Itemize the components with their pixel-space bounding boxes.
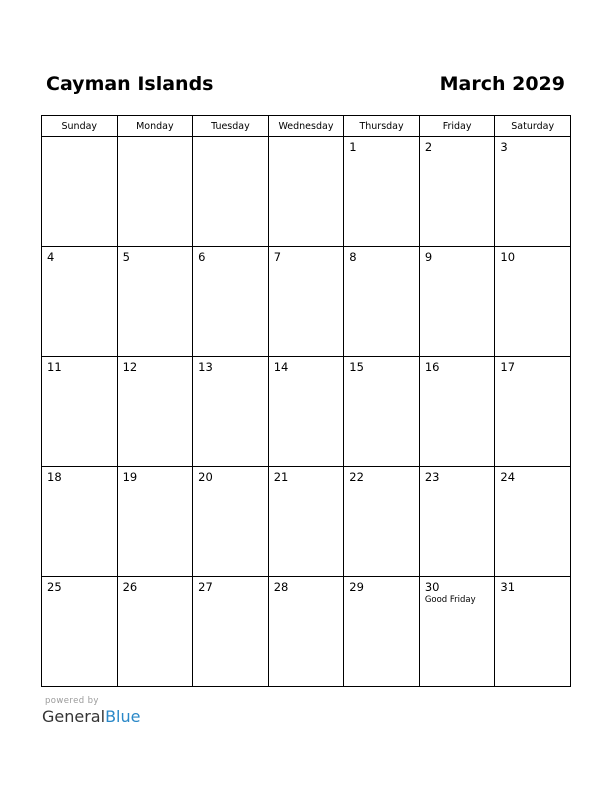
day-cell (344, 467, 420, 577)
day-cell (42, 577, 118, 687)
day-cell (495, 137, 571, 247)
day-number: 17 (500, 360, 516, 374)
day-cell (42, 357, 118, 467)
week-row-1 (42, 137, 571, 247)
day-cell (117, 577, 193, 687)
day-number: 3 (500, 140, 508, 154)
day-cell (193, 357, 269, 467)
day-number: 2 (424, 140, 433, 154)
day-number: 16 (424, 360, 440, 374)
day-number: 26 (122, 580, 138, 594)
day-number: 7 (273, 250, 282, 264)
day-cell (42, 467, 118, 577)
day-number: 14 (273, 360, 289, 374)
month-year-title: March 2029 (439, 73, 565, 95)
weekday-saturday: Saturday (495, 116, 571, 137)
day-cell (193, 467, 269, 577)
day-cell (268, 577, 344, 687)
day-cell (419, 357, 495, 467)
week-row-4 (42, 467, 571, 577)
day-number: 24 (500, 470, 516, 484)
day-cell (42, 247, 118, 357)
day-number: 28 (273, 580, 289, 594)
day-number: 8 (349, 250, 357, 264)
day-cell (268, 137, 344, 247)
day-cell (117, 247, 193, 357)
day-number: 1 (349, 140, 357, 154)
brand-blue: Blue (105, 707, 141, 726)
day-number: 25 (47, 580, 62, 594)
day-number: 9 (424, 250, 433, 264)
day-number: 31 (500, 580, 516, 594)
day-number: 29 (349, 580, 364, 594)
day-number: 15 (349, 360, 364, 374)
day-cell (117, 357, 193, 467)
day-cell (117, 137, 193, 247)
day-cell (268, 357, 344, 467)
day-cell (419, 577, 495, 687)
weekday-friday: Friday (419, 116, 495, 137)
weekday-monday: Monday (117, 116, 193, 137)
weekday-header-row (42, 116, 571, 137)
day-number: 23 (424, 470, 440, 484)
day-number: 22 (349, 470, 364, 484)
day-number: 6 (198, 250, 206, 264)
calendar-grid (41, 115, 571, 687)
day-number: 12 (122, 360, 138, 374)
day-cell (495, 577, 571, 687)
day-cell (344, 137, 420, 247)
day-cell (344, 357, 420, 467)
brand-logo (42, 707, 140, 727)
day-cell (193, 247, 269, 357)
week-row-5 (42, 577, 571, 687)
day-cell (495, 247, 571, 357)
day-number: 5 (122, 250, 130, 264)
day-cell (193, 137, 269, 247)
day-number: 10 (500, 250, 516, 264)
day-cell (42, 137, 118, 247)
day-number (42, 137, 117, 141)
day-number: 13 (198, 360, 213, 374)
week-row-2 (42, 247, 571, 357)
week-row-3 (42, 357, 571, 467)
country-title: Cayman Islands (46, 73, 214, 95)
day-number: 20 (198, 470, 213, 484)
day-cell (419, 467, 495, 577)
weekday-wednesday: Wednesday (268, 116, 344, 137)
day-cell (193, 577, 269, 687)
day-number: 4 (47, 250, 55, 264)
weekday-sunday: Sunday (42, 116, 118, 137)
day-number: 30 (424, 580, 440, 594)
day-cell (495, 467, 571, 577)
day-number: 11 (47, 360, 62, 374)
day-cell (419, 137, 495, 247)
holiday-label: Good Friday (424, 595, 476, 605)
day-cell (268, 247, 344, 357)
generalblue-branding[interactable] (42, 696, 140, 727)
day-number: 27 (198, 580, 213, 594)
day-cell (117, 467, 193, 577)
day-number (193, 137, 268, 141)
day-number: 19 (122, 470, 138, 484)
day-cell (344, 577, 420, 687)
weekday-thursday: Thursday (344, 116, 420, 137)
day-cell (495, 357, 571, 467)
day-number (118, 137, 193, 141)
day-cell (344, 247, 420, 357)
powered-by-text: powered by (45, 696, 99, 706)
day-cell (419, 247, 495, 357)
day-cell (268, 467, 344, 577)
day-number: 18 (47, 470, 62, 484)
weekday-tuesday: Tuesday (193, 116, 269, 137)
day-number: 21 (273, 470, 289, 484)
day-number (269, 137, 344, 141)
brand-general: General (42, 707, 106, 726)
